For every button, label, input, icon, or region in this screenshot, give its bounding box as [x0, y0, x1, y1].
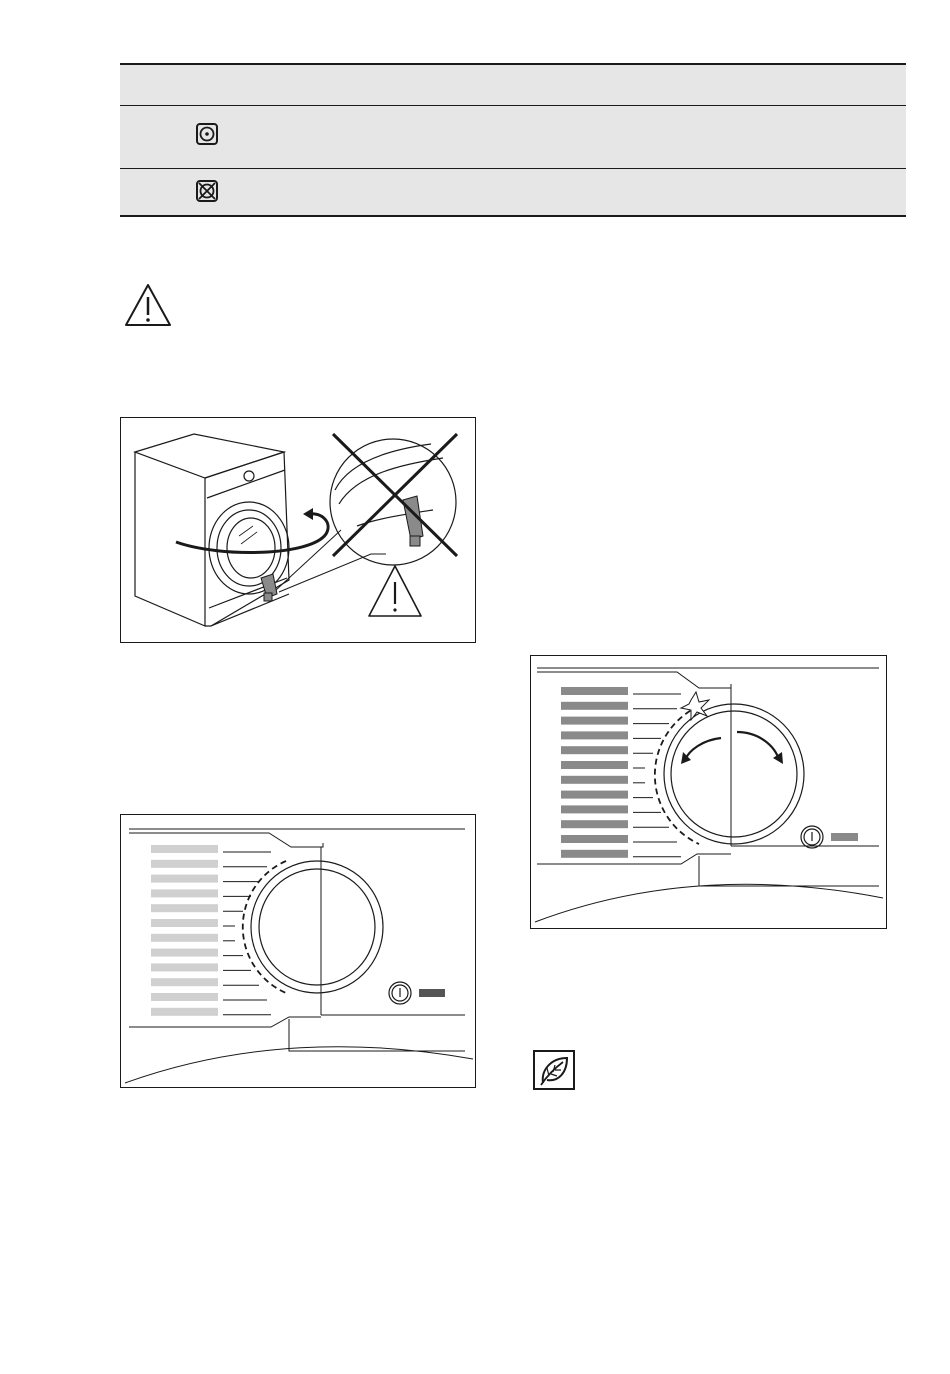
program-label-bar: [151, 978, 218, 986]
program-label-list: [561, 687, 681, 858]
program-dial: [655, 704, 804, 844]
program-label-bar: [561, 761, 628, 769]
program-label-bar: [561, 791, 628, 799]
door-illustration-figure: [120, 417, 476, 643]
care-symbol-table: [120, 63, 906, 217]
table-row: [120, 106, 906, 168]
program-label-bar: [561, 835, 628, 843]
program-label-bar: [561, 820, 628, 828]
power-button-icon: [389, 982, 411, 1004]
program-label-bar: [561, 746, 628, 754]
program-label-bar: [151, 875, 218, 883]
program-label-bar: [151, 860, 218, 868]
warning-triangle-icon: [369, 566, 421, 616]
table-row: [120, 169, 906, 215]
filter-handle: [261, 574, 277, 601]
program-label-bar: [151, 845, 218, 853]
table-top-rule: [120, 63, 906, 65]
rotate-both-ways-icon: [685, 732, 779, 760]
control-panel-rotate-figure: [530, 655, 887, 929]
program-label-bar: [561, 717, 628, 725]
arrow-head: [303, 508, 313, 520]
program-dial: [243, 861, 383, 993]
program-label-bar: [151, 904, 218, 912]
power-label-bar: [831, 833, 858, 841]
program-label-bar: [151, 963, 218, 971]
program-label-bar: [561, 850, 628, 858]
control-panel-figure: [120, 814, 476, 1088]
program-label-bar: [151, 993, 218, 1001]
program-label-bar: [561, 687, 628, 695]
power-label-bar: [419, 989, 445, 997]
program-label-list: [151, 845, 271, 1016]
table-bottom-rule: [120, 215, 906, 217]
tumble-dry-allowed-icon: [196, 123, 218, 145]
program-label-bar: [151, 949, 218, 957]
power-button-icon: [801, 826, 823, 848]
program-label-bar: [561, 731, 628, 739]
eco-leaf-icon: [533, 1050, 575, 1090]
cross-out-icon: [333, 434, 457, 556]
program-label-bar: [151, 889, 218, 897]
program-label-bar: [151, 1008, 218, 1016]
zoom-detail: [330, 439, 456, 565]
warning-triangle-icon: [123, 282, 173, 328]
program-label-bar: [151, 919, 218, 927]
tumble-dry-not-allowed-icon: [196, 180, 218, 202]
rotate-arrow-icon: [176, 514, 328, 553]
program-label-bar: [561, 702, 628, 710]
program-label-bar: [561, 805, 628, 813]
program-label-bar: [561, 776, 628, 784]
program-label-bar: [151, 934, 218, 942]
